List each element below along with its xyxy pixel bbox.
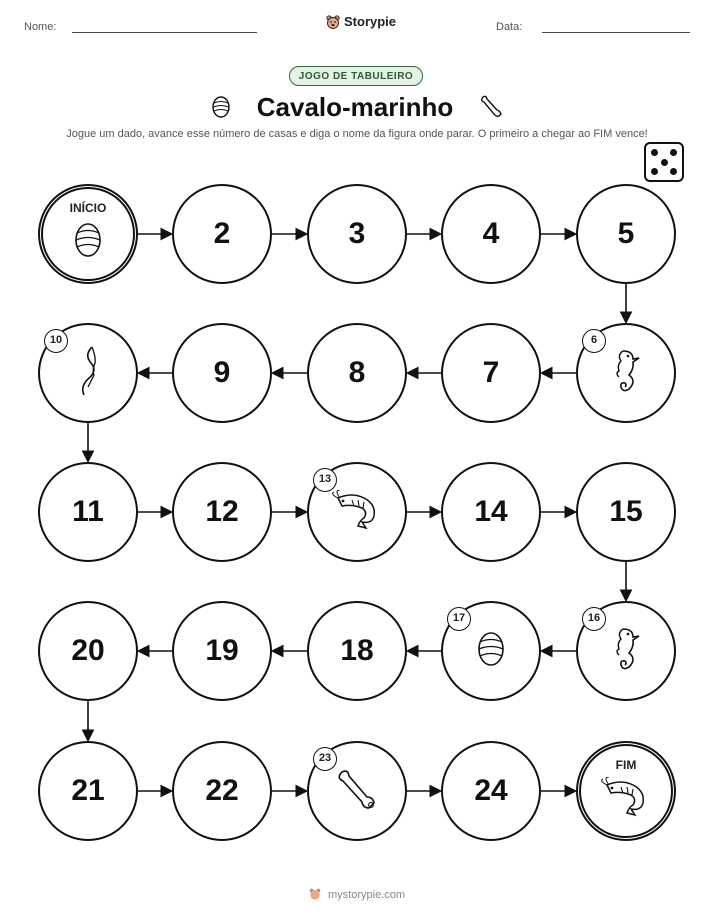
bone-icon [334,766,380,817]
cell-number-tag: 6 [582,329,606,353]
cell-number: 20 [71,634,105,667]
cell-number: 15 [609,495,643,528]
cell-number: 21 [71,774,105,807]
name-label: Nome: [24,21,57,33]
cell-number: 19 [205,634,239,667]
board-cell-start [38,184,138,284]
instructions: Jogue um dado, avance esse número de casas e diga o nome da figura onde parar. O primeiro a chegar ao FIM vence! [66,128,648,140]
board-cell-end [576,741,676,841]
shell-icon [474,629,508,674]
board-cell-10 [38,323,138,423]
board-cell-5 [576,184,676,284]
shrimp-icon [601,777,651,822]
footer-url: mystorypie.com [328,889,406,901]
board-cell-8 [307,323,407,423]
date-label: Data: [496,21,523,33]
end-label: FIM [615,758,637,772]
board-cell-4 [441,184,541,284]
cell-number: 12 [205,495,239,528]
title-text: Cavalo-marinho [256,92,454,122]
board-cell-12 [172,462,272,562]
cell-number: 2 [213,217,231,250]
board-cell-20 [38,601,138,701]
board-cell-14 [441,462,541,562]
board-cell-18 [307,601,407,701]
cell-number: 8 [348,356,366,389]
cell-number: 18 [340,634,374,667]
cell-number-tag: 10 [44,329,68,353]
shrimp-icon [332,490,382,535]
cell-number: 5 [617,217,635,250]
footer [0,888,714,901]
cell-number-tag: 16 [582,607,606,631]
board-cell-24 [441,741,541,841]
seahorse-icon [609,625,643,678]
cell-number: 24 [474,774,508,807]
board-cell-13 [307,462,407,562]
cell-number: 14 [474,495,508,528]
cell-number: 3 [348,217,366,250]
cell-number: 22 [205,774,239,807]
board-cell-7 [441,323,541,423]
shell-icon [71,220,105,265]
board-cell-21 [38,741,138,841]
board-cell-23 [307,741,407,841]
cell-number: 7 [482,356,500,389]
board-cell-17 [441,601,541,701]
cell-number-tag: 13 [313,468,337,492]
board-cell-19 [172,601,272,701]
board-cell-22 [172,741,272,841]
board-cell-15 [576,462,676,562]
board-cell-6 [576,323,676,423]
brand-name: Storypie [344,14,397,29]
board-cell-9 [172,323,272,423]
board-cell-3 [307,184,407,284]
game-type-badge: JOGO DE TABULEIRO [289,66,423,86]
board-cell-2 [172,184,272,284]
board-cell-11 [38,462,138,562]
seaweed-icon [76,345,100,402]
board-cell-16 [576,601,676,701]
cell-number-tag: 23 [313,747,337,771]
cell-number: 11 [72,495,104,528]
cell-number: 9 [213,356,231,389]
cell-number: 4 [482,217,500,250]
cell-number-tag: 17 [447,607,471,631]
start-label: INÍCIO [69,201,107,215]
bear-logo-icon [309,888,321,900]
seahorse-icon [609,347,643,400]
